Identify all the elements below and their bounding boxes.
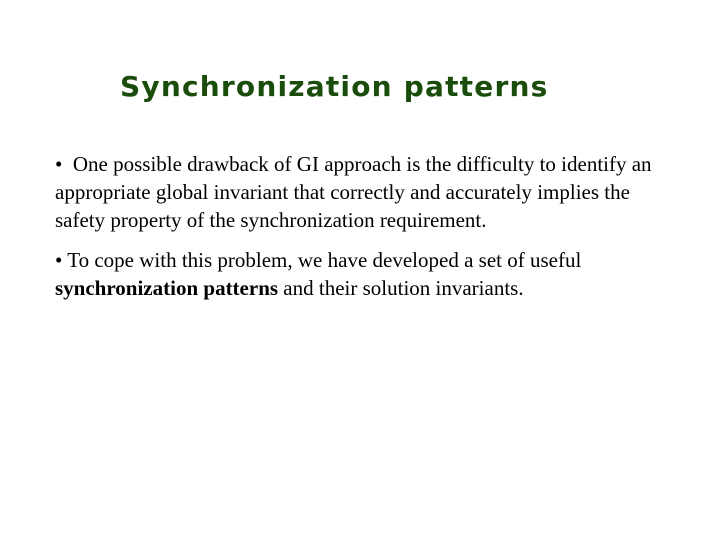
bullet-2: [55, 246, 675, 302]
bullet-2-bold-text: synchronization patterns: [55, 276, 279, 300]
bullet-marker: •: [55, 152, 63, 176]
bullet-2-text-after: and their solution invariants.: [283, 276, 524, 300]
bullet-1: [55, 150, 675, 234]
bullet-2-text-before: To cope with this problem, we have developed a set of useful: [67, 248, 582, 272]
bullet-marker: •: [55, 248, 63, 272]
slide-title: Synchronization patterns: [120, 70, 549, 103]
slide-body: [55, 150, 675, 314]
bullet-1-text: One possible drawback of GI approach is the difficulty to identify an appropriate global invariant that correctly and accurately implies the safety property of the synchronization requirement.: [55, 152, 652, 232]
